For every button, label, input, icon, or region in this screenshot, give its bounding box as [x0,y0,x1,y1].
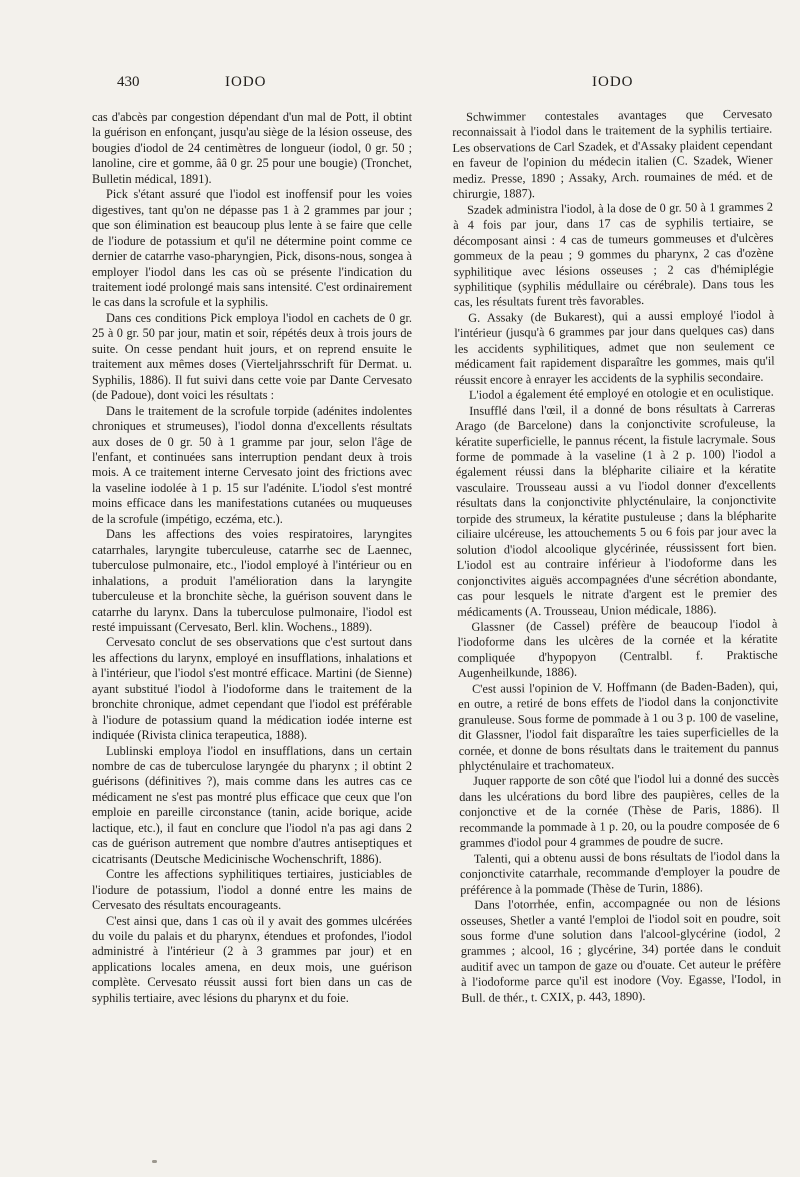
paragraph: Cervesato conclut de ses observations que c'est surtout dans les affections du larynx, employé en insufflations, inhalations et à l'intérieur, que l'iodol s'est montré efficace. Martini (de Sienne) ayant substitué l'iodol à l'iodoforme dans le traitement de la bronchite chronique, admet cependant que l'iodol est préférable à l'iodure de potassium quand la médication iodée interne est indiquée (Rivista clinica terapeutica, 1888). [92,635,412,743]
paper-speck [152,1160,157,1163]
paragraph: C'est aussi l'opinion de V. Hoffmann (de Baden-Baden), qui, en outre, a retiré de bons effets de l'iodol dans la conjonctivite granuleuse. Sous forme de pommade à 1 ou 3 p. 100 de vaseline, dit Glassner, l'iodol fait disparaître les taies superficielles de la cornée, et donne de bons résultats dans le traitement du pannus phlycténulaire et trachomateux. [458,678,779,773]
paragraph: G. Assaky (de Bukarest), qui a aussi employé l'iodol à l'intérieur (jusqu'à 6 grammes par jour dans quelques cas) dans les accidents syphilitiques, admet que non seulement ce médicament fait rapidement disparaître les gommes, mais qu'il réussit encore à enrayer les accidents de la syphilis secondaire. [454,307,775,387]
left-column [92,110,412,1006]
paragraph: Schwimmer contestales avantages que Cervesato reconnaissait à l'iodol dans le traitement de la syphilis tertiaire. Les observations de Carl Szadek, et d'Assaky plaident cependant en faveur de l'opinion du médecin italien (C. Szadek, Wiener mediz. Presse, 1890 ; Assaky, Arch. roumaines de méd. et de chirurgie, 1887). [452,106,773,202]
paragraph: Contre les affections syphilitiques tertiaires, justiciables de l'iodure de potassium, l'iodol a donné entre les mains de Cervesato des résultats encourageants. [92,867,412,913]
paragraph: Talenti, qui a obtenu aussi de bons résultats de l'iodol dans la conjonctivite catarrhale, recommande d'employer la poudre de préférence à la pommade (Thèse de Turin, 1886). [459,848,781,897]
paragraph: cas d'abcès par congestion dépendant d'un mal de Pott, il obtint la guérison en enfonçant, jusqu'au siège de la lésion osseuse, des bougies d'iodol de 24 centimètres de longueur (iodol, 0 gr. 50 ; lanoline, cire et gomme, ââ 0 gr. 25 pour une bougie) (Tronchet, Bulletin médical, 1891). [92,110,412,186]
paragraph: Lublinski employa l'iodol en insufflations, dans un certain nombre de cas de tuberculose laryngée du pharynx ; il obtint 2 guérisons (définitives ?), mais comme dans les autres cas ce médicament ne s'est pas montré plus efficace que ceux que l'on emploie en pareille circonstance (tanin, acide borique, acide lactique, etc.), il faut en conclure que l'iodol n'a pas agi dans 2 cas de guérison autrement que nombre d'autres antiseptiques et cicatrisants (Deutsche Medicinische Wochenschrift, 1886). [92,743,412,866]
paragraph: Dans ces conditions Pick employa l'iodol en cachets de 0 gr. 25 à 0 gr. 50 par jour, matin et soir, répétés deux à trois jours de suite. On cesse pendant huit jours, et on reprend ensuite le traitement aux mêmes doses (Vierteljahrsschrift für Dermat. u. Syphilis, 1886). Il fut suivi dans cette voie par Dante Cervesato (de Padoue), dont voici les résultats : [92,310,412,403]
paragraph: Pick s'étant assuré que l'iodol est inoffensif pour les voies digestives, tant qu'on ne dépasse pas 1 à 2 grammes par jour ; que son élimination est beaucoup plus lente à se faire que celle de l'iodure de potassium et qu'il ne détermine point comme ce dernier de catarrhe vaso-pharyngien, Pick, disons-nous, songea à employer l'iodol dans les cas où se présente l'indication du traitement iodé prolongé mais sans intensité. C'est ordinairement le cas dans la scrofule et la syphilis. [92,187,412,310]
paragraph: C'est ainsi que, dans 1 cas où il y avait des gommes ulcérées du voile du palais et du pharynx, étendues et profondes, l'iodol administré à l'intérieur (2 à 3 grammes par jour) et en applications locales amena, en deux mois, une guérison complète. Cervesato réussit aussi fort bien dans un cas de syphilis tertiaire, avec lésions du pharynx et du foie. [92,913,412,1005]
page-header [0,74,800,96]
page-number: 430 [117,74,140,90]
paragraph: Glassner (de Cassel) préfère de beaucoup l'iodol à l'iodoforme dans les ulcères de la cornée et la kératite compliquée d'hypopyon (Centralbl. f. Praktische Augenheilkunde, 1886). [457,616,778,681]
paragraph: Juquer rapporte de son côté que l'iodol lui a donné des succès dans les ulcérations du bord libre des paupières, celles de la conjonctive et de la cornée (Thèse de Paris, 1886). Il recommande la pommade à 1 p. 20, ou la poudre composée de 6 grammes d'iodol pour 4 grammes de poudre de sucre. [459,771,780,851]
running-title-right: IODO [592,74,634,90]
paragraph: Insufflé dans l'œil, il a donné de bons résultats à Carreras Arago (de Barcelone) dans la conjonctivite scrofuleuse, la kératite superficielle, le pannus récent, la fistule lacrymale. Sous forme de pommade à la vaseline (1 à 2 p. 100) l'iodol a également réussi dans la blépharite ciliaire et la kératite vasculaire. Trousseau aussi a vu l'iodol donner d'excellents résultats dans la conjonctivite phlycténulaire, la conjonctivite torpide des strumeux, la kératite pustuleuse ; dans la blépharite ciliaire ulcéreuse, les attouchements 5 ou 6 fois par jour avec la solution d'iodol alcoolique glycérinée, réussissent fort bien. L'iodol est au contraire inférieur à l'iodoforme dans les conjonctivites aiguës accompagnées d'une sécrétion abondante, cas pour lesquels le nitrate d'argent est le premier des médicaments (A. Trousseau, Union médicale, 1886). [455,400,778,619]
paragraph: Szadek administra l'iodol, à la dose de 0 gr. 50 à 1 grammes 2 à 4 fois par jour, dans 17 cas de syphilis tertiaire, se décomposant ainsi : 4 cas de tumeurs gommeuses et d'ulcères gommeux de la peau ; 9 gommes du pharynx, 2 cas d'ozène syphilitique avec lésions osseuses ; 2 cas d'hémiplégie syphilitique (syphilis médullaire ou cérébrale). Dans tous les cas, les résultats furent très favorables. [453,199,774,310]
right-column [452,107,781,1007]
paragraph: L'iodol a également été employé en otologie et en oculistique. [468,384,774,402]
paragraph: Dans les affections des voies respiratoires, laryngites catarrhales, laryngite tuberculeuse, catarrhe sec de Laennec, tuberculose pulmonaire, etc., l'iodol employé à l'intérieur ou en inhalations, a produit l'amélioration dans la laryngite tuberculeuse et la bronchite sèche, la guérison souvent dans le catarrhe du larynx. Dans la tuberculose pulmonaire, l'iodol est resté impuissant (Cervesato, Berl. klin. Wochens., 1889). [92,527,412,634]
paragraph: Dans l'otorrhée, enfin, accompagnée ou non de lésions osseuses, Shetler a vanté l'emploi de l'iodol soit en poudre, soit sous forme d'une solution dans l'alcool-glycérine (iodol, 2 grammes ; alcool, 16 ; glycérine, 34) portée dans le conduit auditif avec un tampon de gaze ou d'ouate. Cet auteur le préfère à l'iodoforme parce qu'il est inodore (Voy. Egasse, l'Iodol, in Bull. de thér., t. CXIX, p. 443, 1890). [460,894,782,1005]
running-title-left: IODO [225,74,267,90]
paragraph: Dans le traitement de la scrofule torpide (adénites indolentes chroniques et strumeuses), l'iodol donna d'excellents résultats aux doses de 0 gr. 50 à 1 gramme par jour, selon l'âge de l'enfant, et continuées sans interruption pendant deux à trois mois. A ce traitement interne Cervesato joint des frictions avec la vaseline iodolée à 1 p. 15 sur l'adénite. L'iodol s'est montré moins efficace dans les manifestations cutanées ou muqueuses de la scrofule (impétigo, eczéma, etc.). [92,403,412,526]
